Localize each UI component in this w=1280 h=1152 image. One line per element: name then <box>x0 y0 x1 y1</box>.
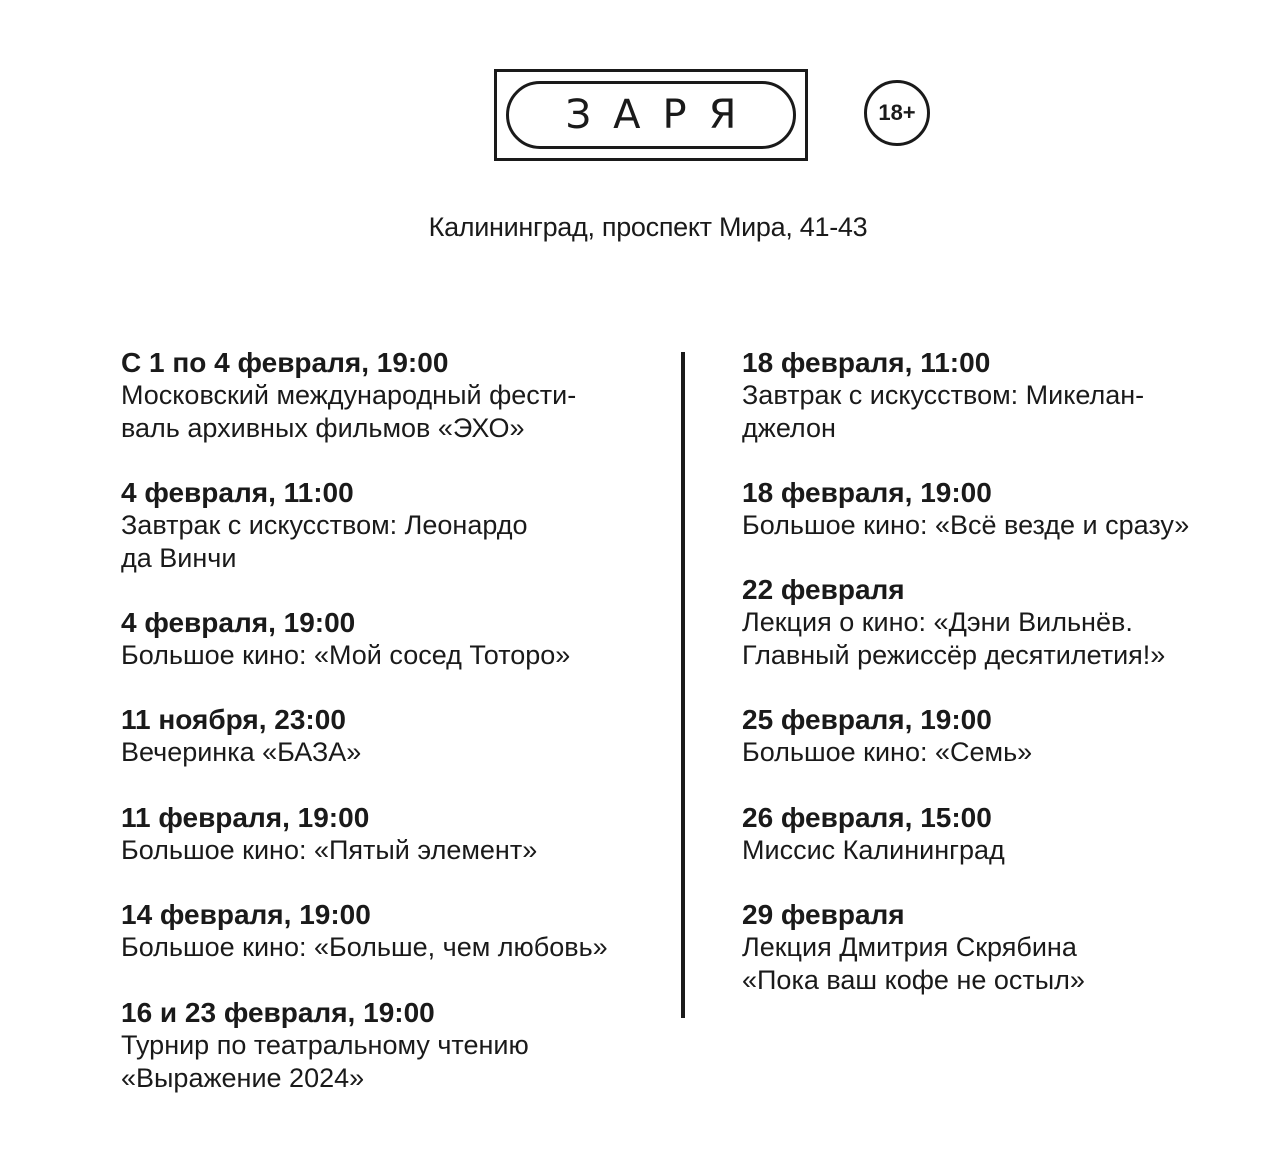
event-item <box>742 898 1262 997</box>
event-date: 18 февраля, 19:00 <box>742 477 992 508</box>
event-title-line: Лекция о кино: «Дэни Вильнёв. <box>742 607 1133 637</box>
event-title-line: Московский международный фести- <box>121 380 577 410</box>
event-item <box>121 996 661 1095</box>
event-title-line: Большое кино: «Больше, чем любовь» <box>121 932 608 962</box>
event-title-line: Лекция Дмитрия Скрябина <box>742 932 1077 962</box>
event-title-line: Большое кино: «Пятый элемент» <box>121 835 538 865</box>
event-date: 11 февраля, 19:00 <box>121 802 370 833</box>
event-title-line: валь архивных фильмов «ЭХО» <box>121 413 525 443</box>
column-divider <box>681 352 685 1018</box>
event-item <box>742 476 1262 542</box>
event-item <box>121 606 661 672</box>
event-item <box>121 801 661 867</box>
event-date: 16 и 23 февраля, 19:00 <box>121 997 435 1028</box>
event-date: 22 февраля <box>742 574 905 605</box>
event-title-line: «Выражение 2024» <box>121 1063 365 1093</box>
event-title-line: Большое кино: «Семь» <box>742 737 1033 767</box>
event-item <box>742 703 1262 769</box>
event-title-line: Миссис Калининград <box>742 835 1005 865</box>
event-title-line: Главный режиссёр десятилетия!» <box>742 640 1166 670</box>
venue-address: Калининград, проспект Мира, 41-43 <box>428 212 868 242</box>
event-date: 25 февраля, 19:00 <box>742 704 992 735</box>
event-title-line: Большое кино: «Всё везде и сразу» <box>742 510 1190 540</box>
event-item <box>742 346 1262 445</box>
event-date: 14 февраля, 19:00 <box>121 899 371 930</box>
event-item <box>742 573 1262 672</box>
event-date: 26 февраля, 15:00 <box>742 802 992 833</box>
event-date: 4 февраля, 19:00 <box>121 607 356 638</box>
event-title-line: Вечеринка «БАЗА» <box>121 737 362 767</box>
event-item <box>121 346 661 445</box>
event-item <box>121 898 661 964</box>
age-rating-badge: 18+ <box>864 80 930 146</box>
event-date: С 1 по 4 февраля, 19:00 <box>121 347 449 378</box>
logo-text: ЗАРЯ <box>565 92 759 138</box>
event-title-line: Завтрак с искусством: Микелан- <box>742 380 1145 410</box>
event-title-line: да Винчи <box>121 543 237 573</box>
cinema-logo <box>494 69 808 161</box>
event-item <box>121 476 661 575</box>
event-item <box>742 801 1262 867</box>
event-date: 4 февраля, 11:00 <box>121 477 354 508</box>
event-title-line: Большое кино: «Мой сосед Тоторо» <box>121 640 571 670</box>
event-title-line: Завтрак с искусством: Леонардо <box>121 510 528 540</box>
event-item <box>121 703 661 769</box>
event-title-line: Турнир по театральному чтению <box>121 1030 529 1060</box>
event-title-line: «Пока ваш кофе не остыл» <box>742 965 1085 995</box>
event-date: 11 ноября, 23:00 <box>121 704 346 735</box>
event-title-line: джелон <box>742 413 836 443</box>
event-date: 18 февраля, 11:00 <box>742 347 991 378</box>
event-date: 29 февраля <box>742 899 905 930</box>
